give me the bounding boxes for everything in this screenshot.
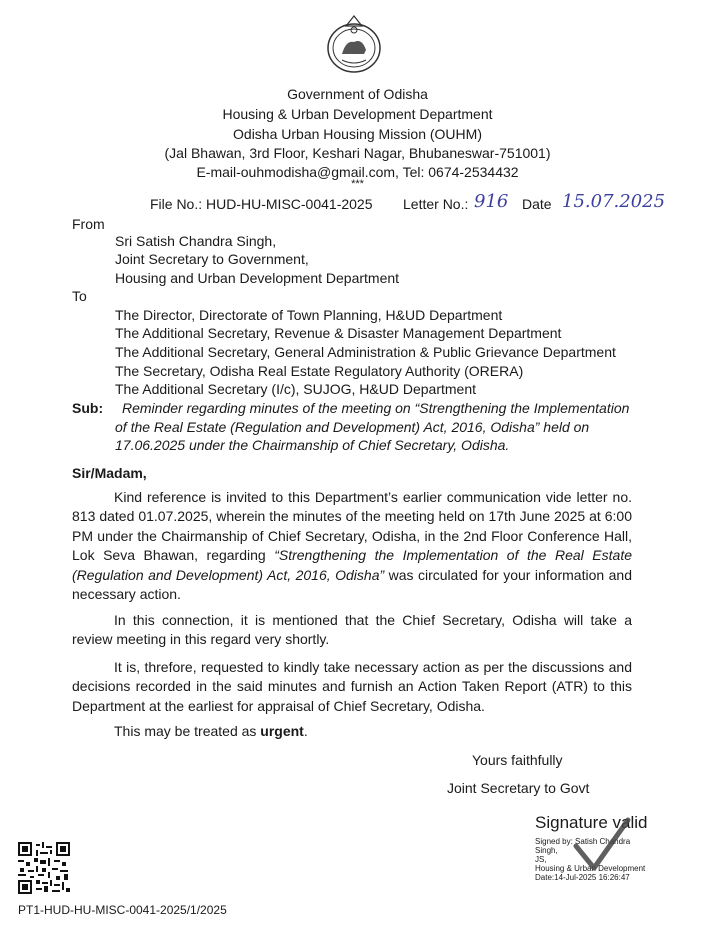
- to-line-4: The Secretary, Odisha Real Estate Regulatory Authority (ORERA): [115, 363, 524, 379]
- subject-line-1: Reminder regarding minutes of the meeting on “Strengthening the Implementation: [122, 400, 630, 416]
- file-number: File No.: HUD-HU-MISC-0041-2025: [150, 196, 373, 212]
- header-separator: ***: [351, 178, 364, 190]
- closing-yours-faithfully: Yours faithfully: [472, 752, 563, 768]
- signature-line-4: Housing & Urban Development: [535, 864, 646, 873]
- date-label: Date: [522, 196, 552, 212]
- subject-line-3: 17.06.2025 under the Chairmanship of Chief Secretary, Odisha.: [115, 437, 510, 453]
- to-label: To: [72, 288, 87, 304]
- subject-label: Sub:: [72, 400, 104, 416]
- paragraph-4: This may be treated as urgent.: [114, 723, 308, 739]
- closing-designation: Joint Secretary to Govt: [447, 780, 590, 796]
- header-line-3: Odisha Urban Housing Mission (OUHM): [233, 126, 482, 142]
- from-line-1: Sri Satish Chandra Singh,: [115, 233, 277, 249]
- to-line-1: The Director, Directorate of Town Planning, H&UD Department: [115, 307, 503, 323]
- header-line-1: Government of Odisha: [287, 86, 428, 102]
- from-line-2: Joint Secretary to Government,: [115, 251, 309, 267]
- subject-line-2: of the Real Estate (Regulation and Development) Act, 2016, Odisha” held on: [115, 419, 590, 435]
- paragraph-2: In this connection, it is mentioned that the Chief Secretary, Odisha will take a review meeting in this regard very shortly.: [72, 612, 632, 648]
- header-email: E-mail-ouhmodisha@gmail.com, Tel: 0674-2534432: [196, 164, 519, 180]
- salutation: Sir/Madam,: [72, 465, 147, 481]
- odisha-emblem: [320, 10, 388, 74]
- to-line-5: The Additional Secretary (I/c), SUJOG, H&UD Department: [115, 381, 477, 397]
- to-line-3: The Additional Secretary, General Administration & Public Grievance Department: [115, 344, 616, 360]
- footer-reference: PT1-HUD-HU-MISC-0041-2025/1/2025: [18, 903, 227, 917]
- checkmark-icon: [572, 816, 632, 874]
- paragraph-1: Kind reference is invited to this Department’s earlier communication vide letter no. 813 dated 01.07.2025, wherein the minutes of the meeting held on 17th June 2025 at 6:00 PM under the Chairmanship of Chief Secretary, Odisha, in the 2nd Floor Conference Hall, Lok Seva Bhawan, regarding “Strengthening the Implementation of the Real Estate (Regulation and Development) Act, 2016, Odisha” was circulated for your information and necessary action.: [72, 489, 632, 603]
- signature-line-1: Signed by: Satish Chandra: [535, 837, 631, 846]
- letter-number-value: 916: [474, 191, 509, 212]
- header-line-2: Housing & Urban Development Department: [222, 106, 493, 122]
- from-line-3: Housing and Urban Development Department: [115, 270, 400, 286]
- from-label: From: [72, 216, 105, 232]
- letter-number-label: Letter No.:: [403, 196, 469, 212]
- signature-title: Signature valid: [535, 813, 648, 832]
- paragraph-3: It is, threfore, requested to kindly take necessary action as per the discussions and decisions recorded in the said minutes and furnish an Action Taken Report (ATR) to this Department at the earliest for appraisal of Chief Secretary, Odisha.: [72, 659, 632, 714]
- to-line-2: The Additional Secretary, Revenue & Disaster Management Department: [115, 325, 562, 341]
- signature-line-2: Singh,: [535, 846, 558, 855]
- signature-line-5: Date:14-Jul-2025 16:26:47: [535, 873, 630, 882]
- signature-line-3: JS,: [535, 855, 547, 864]
- date-value: 15.07.2025: [562, 191, 666, 212]
- header-line-4: (Jal Bhawan, 3rd Floor, Keshari Nagar, Bhubaneswar-751001): [164, 145, 551, 161]
- qr-code: [18, 842, 70, 894]
